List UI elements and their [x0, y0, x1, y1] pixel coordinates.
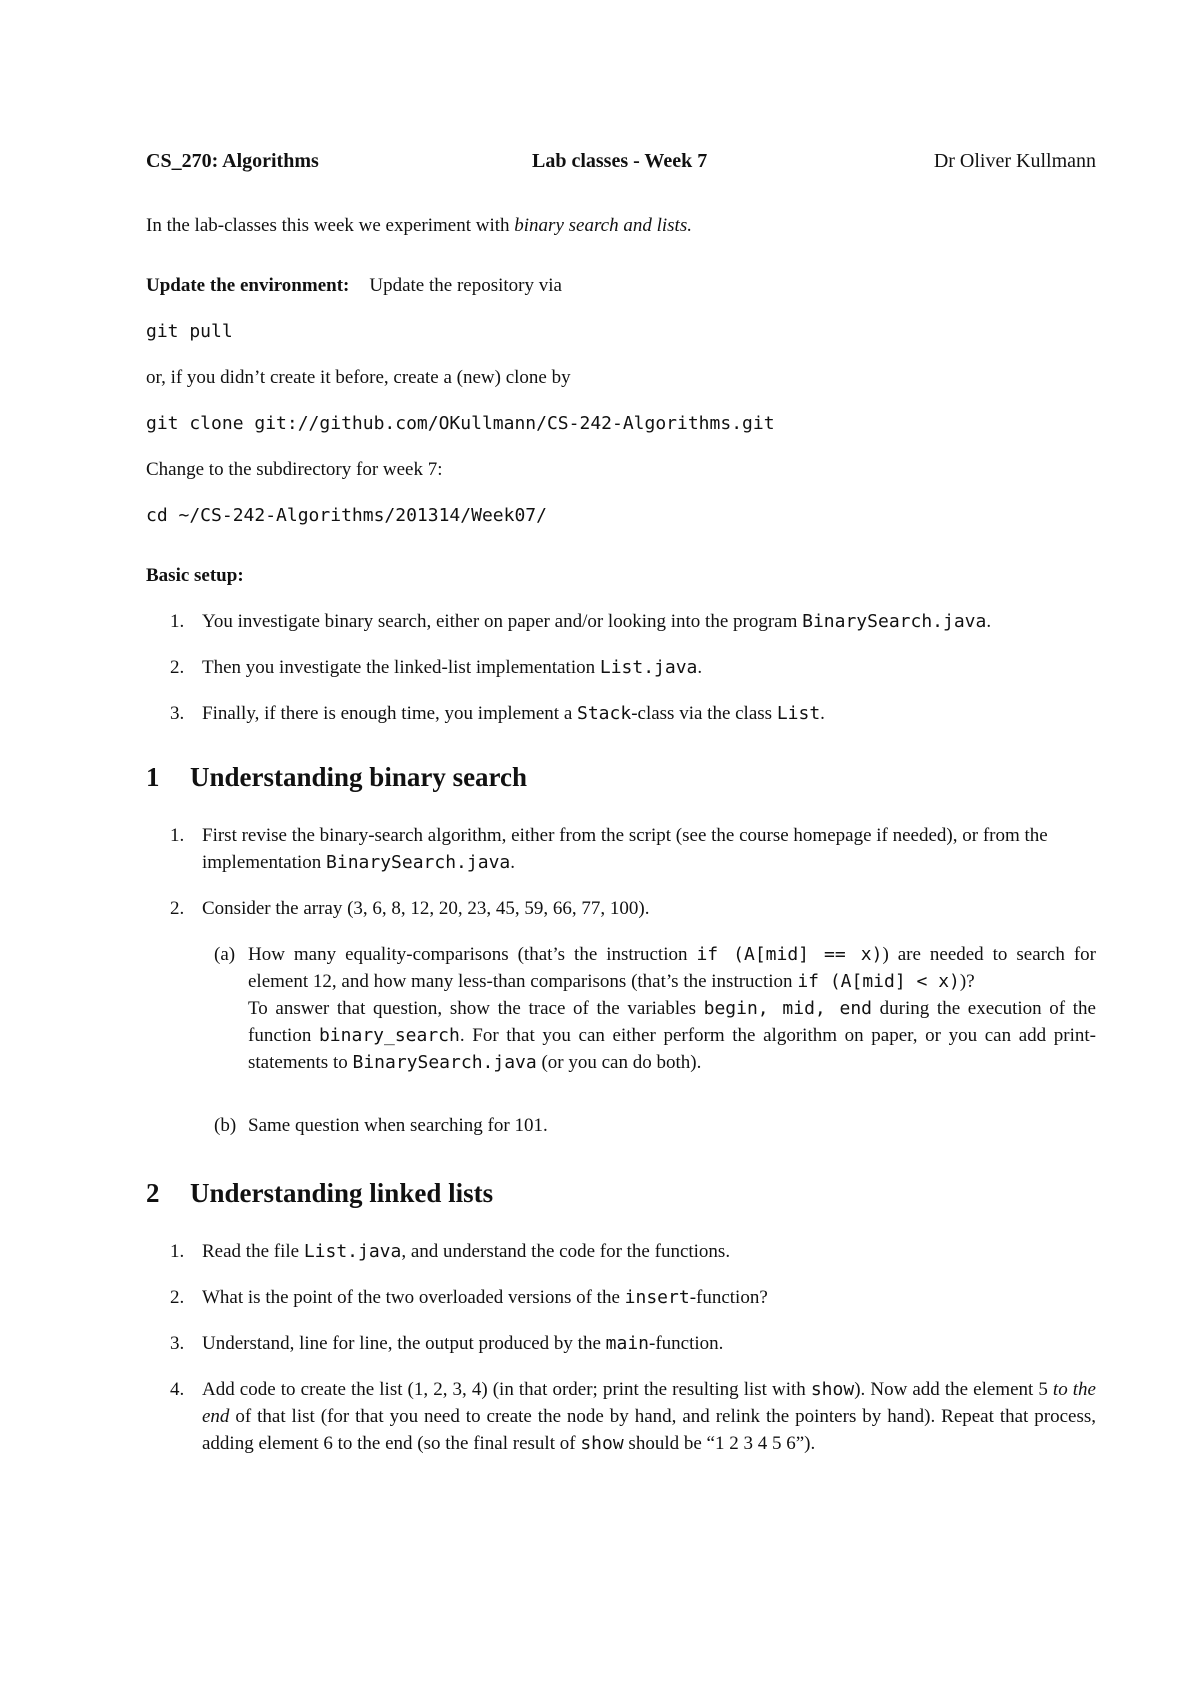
section-2-heading: 2 Understanding linked lists: [146, 1178, 494, 1208]
section-1-heading: 1 Understanding binary search: [146, 762, 528, 792]
update-paragraph: Update the environment: Update the repository via: [146, 275, 562, 296]
page-header: [146, 148, 1096, 176]
basic-setup-heading: Basic setup:: [146, 565, 244, 586]
change-dir-paragraph: Change to the subdirectory for week 7:: [146, 459, 443, 480]
command-cd: cd ~/CS-242-Algorithms/201314/Week07/: [146, 505, 547, 526]
update-label: Update the environment:: [146, 275, 350, 296]
intro-emphasis: binary search and lists.: [514, 215, 692, 236]
lecturer-name: Dr Oliver Kullmann: [933, 150, 1096, 172]
clone-paragraph: or, if you didn’t create it before, create a (new) clone by: [146, 367, 571, 388]
intro-paragraph: In the lab-classes this week we experiment with binary search and lists.: [146, 215, 692, 236]
command-git-clone: git clone git://github.com/OKullmann/CS-242-Algorithms.git: [146, 413, 775, 434]
lab-title: Lab classes - Week 7: [532, 150, 708, 172]
emphasis-to-the-end: to the end: [202, 1379, 1096, 1427]
course-title: CS_270: Algorithms: [146, 150, 319, 172]
command-git-pull: git pull: [146, 321, 233, 342]
